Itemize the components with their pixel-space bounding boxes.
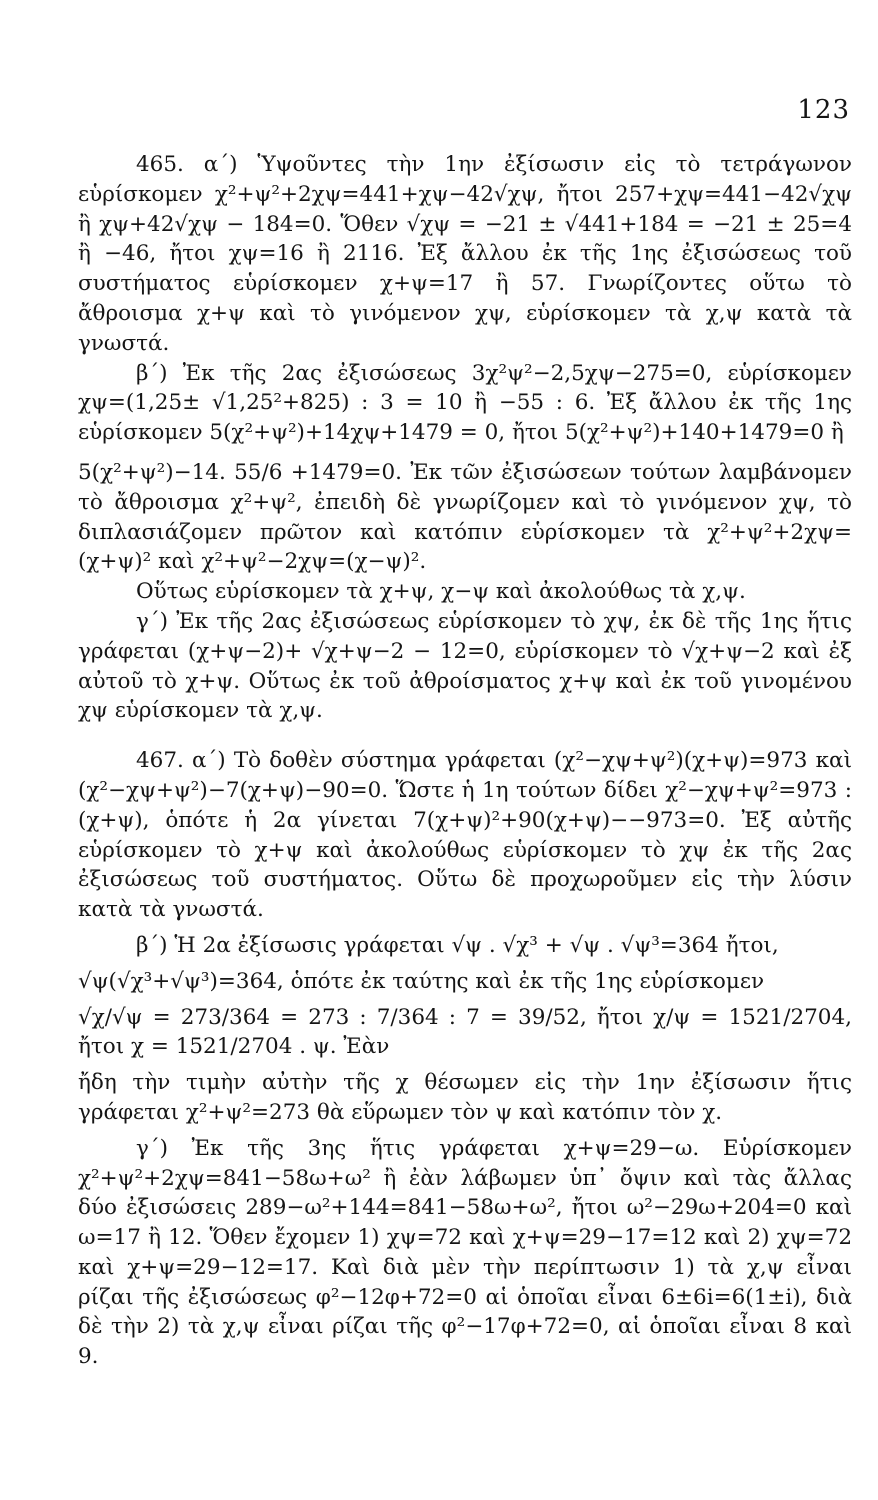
page-number: 123 [797, 95, 850, 125]
paragraph-467: 467. α΄) Τὸ δοθὲν σύστημα γράφεται (χ²−χψ+ψ²)(χ+ψ)=973 καὶ (χ²−χψ+ψ²)−7(χ+ψ)−90=0. Ὥστε ἡ 1η τούτων δίδει χ²−χψ+ψ²=973 : (χ+ψ), ὁπότε ἡ 2α γίνεται 7(χ+ψ)²+90(χ+ψ)−−973=0. Ἐξ αὐτῆς εὑρίσκομεν τὸ χ+ψ καὶ ἀκολούθως εὑρίσκομεν τὸ χψ ἐκ τῆς 2ας ἐξισώσεως τοῦ συστήματος. Οὕτω δὲ προχωροῦμεν εἰς τὴν λύσιν κατὰ τὰ γνωστά. [78, 748, 852, 923]
paragraph-467-b-end: ἤδη τὴν τιμὴν αὐτὴν τῆς χ θέσωμεν εἰς τὴν 1ην ἐξίσωσιν ἥτις γράφεται χ²+ψ²=273 θὰ εὕρωμεν τὸν ψ καὶ κατόπιν τὸν χ. [78, 1070, 852, 1125]
paragraph-467-b-cont: √ψ(√χ³+√ψ³)=364, ὁπότε ἐκ ταύτης καὶ ἐκ τῆς 1ης εὑρίσκομεν [78, 968, 765, 994]
paragraph-465-b-cont: 5(χ²+ψ²)−14. 55/6 +1479=0. Ἐκ τῶν ἐξισώσεων τούτων λαμβάνομεν τὸ ἄθροισμα χ²+ψ², ἐπειδὴ δὲ γνωρίζομεν καὶ τὸ γινόμενον χψ, τὸ διπλασιάζομεν πρῶτον καὶ κατόπιν εὑρίσκομεν τὰ χ²+ψ²+2χψ=(χ+ψ)² καὶ χ²+ψ²−2χψ=(χ−ψ)². [78, 459, 852, 575]
page-body [78, 150, 852, 1372]
paragraph-467-b: β΄) Ἡ 2α ἐξίσωσις γράφεται √ψ . √χ³ + √ψ . √ψ³=364 ἤτοι, [136, 932, 779, 958]
paragraph-465-b: β΄) Ἐκ τῆς 2ας ἐξισώσεως 3χ²ψ²−2,5χψ−275=0, εὑρίσκομεν χψ=(1,25± √1,25²+825) : 3 = 10 ἢ −55 : 6. Ἐξ ἄλλου ἐκ τῆς 1ης εὑρίσκομεν 5(χ²+ψ²)+14χψ+1479 = 0, ἤτοι 5(χ²+ψ²)+140+1479=0 ἢ [78, 360, 852, 446]
paragraph-465-c: γ΄) Ἐκ τῆς 2ας ἐξισώσεως εὑρίσκομεν τὸ χψ, ἐκ δὲ τῆς 1ης ἥτις γράφεται (χ+ψ−2)+ √χ+ψ−2 − 12=0, εὑρίσκομεν τὸ √χ+ψ−2 καὶ ἐξ αὐτοῦ τὸ χ+ψ. Οὕτως ἐκ τοῦ ἀθροίσματος χ+ψ καὶ ἐκ τοῦ γινομένου χψ εὑρίσκομεν τὰ χ,ψ. [78, 608, 852, 724]
paragraph-467-c: γ΄) Ἐκ τῆς 3ης ἥτις γράφεται χ+ψ=29−ω. Εὑρίσκομεν χ²+ψ²+2χψ=841−58ω+ω² ἢ ἐὰν λάβωμεν ὑπ᾽ ὄψιν καὶ τὰς ἄλλας δύο ἐξισώσεις 289−ω²+144=841−58ω+ω², ἤτοι ω²−29ω+204=0 καὶ ω=17 ἢ 12. Ὅθεν ἔχομεν 1) χψ=72 καὶ χ+ψ=29−17=12 καὶ 2) χψ=72 καὶ χ+ψ=29−12=17. Καὶ διὰ μὲν τὴν περίπτωσιν 1) τὰ χ,ψ εἶναι ρίζαι τῆς ἐξισώσεως φ²−12φ+72=0 αἱ ὁποῖαι εἶναι 6±6i=6(1±i), διὰ δὲ τὴν 2) τὰ χ,ψ εἶναι ρίζαι τῆς φ²−17φ+72=0, αἱ ὁποῖαι εἶναι 8 καὶ 9. [78, 1135, 852, 1370]
paragraph-465: 465. α΄) Ὑψοῦντες τὴν 1ην ἐξίσωσιν εἰς τὸ τετράγωνον εὑρίσκομεν χ²+ψ²+2χψ=441+χψ−42√χψ, ἤτοι 257+χψ=441−42√χψ ἢ χψ+42√χψ − 184=0. Ὅθεν √χψ = −21 ± √441+184 = −21 ± 25=4 ἢ −46, ἤτοι χψ=16 ἢ 2116. Ἐξ ἄλλου ἐκ τῆς 1ης ἐξισώσεως τοῦ συστήματος εὑρίσκομεν χ+ψ=17 ἢ 57. Γνωρίζοντες οὕτω τὸ ἄθροισμα χ+ψ καὶ τὸ γινόμενον χψ, εὑρίσκομεν τὰ χ,ψ κατὰ τὰ γνωστά. [78, 152, 852, 356]
paragraph-465-b-result: Οὕτως εὑρίσκομεν τὰ χ+ψ, χ−ψ καὶ ἀκολούθως τὰ χ,ψ. [136, 579, 746, 605]
paragraph-467-b-fractions: √χ/√ψ = 273/364 = 273 : 7/364 : 7 = 39/52, ἤτοι χ/ψ = 1521/2704, ἤτοι χ = 1521/2704 . ψ. Ἐὰν [78, 1004, 852, 1060]
